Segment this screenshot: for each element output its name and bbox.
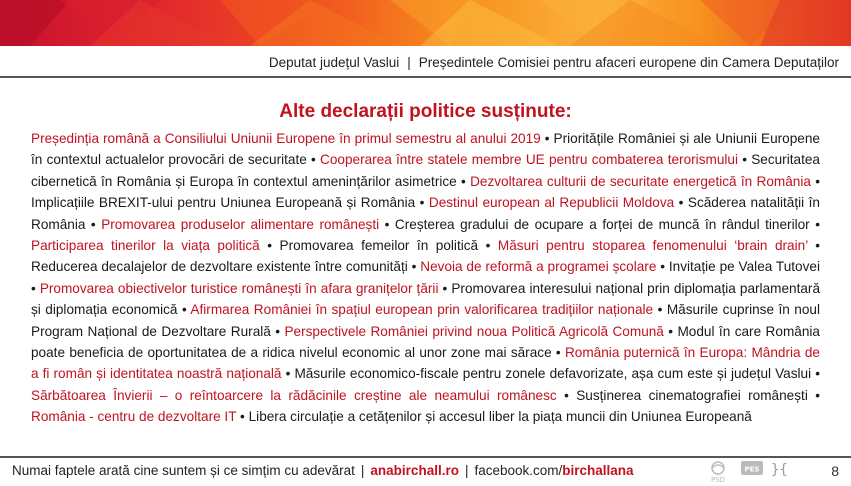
subheader-divider [0, 76, 851, 78]
declaration-item: Participarea tinerilor la viața politică [31, 238, 260, 254]
bullet-separator: • [551, 345, 565, 361]
declaration-item: Sărbătoarea Învierii – o reîntoarcere la rădăcinile creștine ale neamului românesc [31, 387, 557, 403]
bullet-separator: • [807, 238, 820, 254]
declaration-item: România puternică în Europa: Mândria de a fi român și identitatea noastră națională [31, 345, 820, 382]
psd-logo-text: PSD [710, 476, 726, 484]
facebook-link[interactable] [474, 463, 633, 478]
declaration-item: Perspectivele României privind noua Politică Agricolă Comună [284, 323, 664, 339]
declaration-item: Măsurile economico-fiscale pentru zonele defavorizate, așa cum este și județul Vaslui [294, 366, 812, 382]
bullet-separator: • [663, 323, 678, 339]
page-number: 8 [831, 463, 839, 479]
declaration-item: Reducerea decalajelor de dezvoltare existente între comunități [31, 259, 408, 275]
footer-text [12, 463, 634, 478]
facebook-prefix: facebook.com/ [474, 463, 563, 478]
website-link[interactable]: anabirchall.ro [370, 463, 459, 478]
bullet-separator: • [811, 366, 820, 382]
declaration-item: Scăderea natalității în România [31, 195, 820, 232]
bullet-separator: • [438, 280, 452, 296]
footer-separator: | [360, 463, 365, 478]
declaration-item: Promovarea interesului național prin diplomația parlamentară și diplomația economică [31, 280, 821, 318]
pes-logo-text: PES [744, 465, 760, 474]
bullet-separator: • [85, 216, 102, 232]
declaration-item: Afirmarea României în spațiul european prin valorificarea tradițiilor naționale [190, 302, 654, 318]
declaration-item: Prioritățile României și ale Uniunii Europene în contextul actualelor provocări de securitate [31, 131, 820, 168]
bullet-separator: • [236, 409, 249, 425]
declaration-item: Măsurile cuprinse în noul Program Național de Dezvoltare Rurală [31, 302, 821, 339]
bullet-separator: • [737, 152, 752, 168]
bullet-separator: • [656, 259, 669, 275]
declaration-item: Măsuri pentru stoparea fenomenului ‘brain drain’ [497, 238, 808, 254]
party-logos [705, 458, 815, 486]
declaration-item: Susținerea cinematografiei românești [576, 387, 808, 403]
declaration-item: Nevoia de reformă a programei școlare [420, 259, 657, 275]
bullet-separator: • [306, 152, 321, 168]
deputy-role: Deputat județul Vaslui [268, 55, 400, 70]
declaration-item: Creșterea gradului de ocupare a forței de muncă în rândul tinerilor [394, 216, 810, 232]
declaration-item: Dezvoltarea culturii de securitate energetică în România [470, 173, 811, 189]
bullet-separator: • [809, 216, 820, 232]
bullet-separator: • [270, 323, 285, 339]
declaration-item: Promovarea obiectivelor turistice românești în afara granițelor țării [39, 280, 439, 296]
bullet-separator: • [281, 366, 295, 382]
bullet-separator: • [456, 173, 471, 189]
declaration-item: Libera circulație a cetățenilor și accesul liber la piața muncii din Uniunea Europeană [248, 409, 752, 425]
header-banner [0, 0, 851, 46]
footer-separator-2: | [464, 463, 469, 478]
declaration-item: Președinția română a Consiliului Uniunii Europene în primul semestru al anului 2019 [31, 131, 541, 146]
bullet-separator: • [653, 302, 667, 318]
subheader-text [269, 55, 839, 70]
banner-pattern [0, 0, 851, 46]
declaration-item: Modul în care România poate beneficia de oportunitatea de a ridica nivelul economic al unor zone mai sărace [31, 323, 820, 361]
pes-logo-icon [739, 458, 765, 482]
declarations-list [31, 128, 820, 428]
committee-role: Președintele Comisiei pentru afaceri europene din Camera Deputaților [418, 55, 839, 70]
declaration-item: Securitatea cibernetică în România și Europa în contextul amenințărilor asimetrice [31, 152, 820, 189]
subheader [0, 48, 851, 78]
bullet-separator: • [415, 195, 429, 211]
declaration-item: Destinul european al Republicii Moldova [428, 195, 675, 211]
header-separator: | [407, 55, 411, 70]
page-title: Alte declarații politice susținute: [279, 101, 572, 122]
third-logo-icon: }{ [771, 462, 788, 478]
footer-motto: Numai faptele arată cine suntem și ce simțim cu adevărat [12, 463, 355, 478]
declaration-item: România - centru de dezvoltare IT [31, 409, 237, 425]
bullet-separator: • [177, 302, 191, 318]
declaration-item: Invitație pe Valea Tutovei [668, 259, 820, 275]
bullet-separator: • [31, 280, 40, 296]
bullet-separator: • [807, 387, 820, 403]
bullet-separator: • [540, 131, 554, 146]
bullet-separator: • [810, 173, 820, 189]
psd-logo-icon [705, 460, 731, 484]
declaration-item: Cooperarea între statele membre UE pentru combaterea terorismului [320, 152, 738, 168]
bullet-separator: • [407, 259, 421, 275]
bullet-separator: • [379, 216, 395, 232]
bullet-separator: • [478, 238, 498, 254]
bullet-separator: • [556, 387, 577, 403]
bullet-separator: • [674, 195, 688, 211]
declaration-item: Implicațiile BREXIT-ului pentru Uniunea Europeană și România [31, 195, 416, 211]
declaration-item: Promovarea femeilor în politică [279, 238, 479, 254]
facebook-handle: birchallana [562, 463, 634, 478]
bullet-separator: • [259, 238, 280, 254]
declaration-item: Promovarea produselor alimentare românești [101, 216, 380, 232]
